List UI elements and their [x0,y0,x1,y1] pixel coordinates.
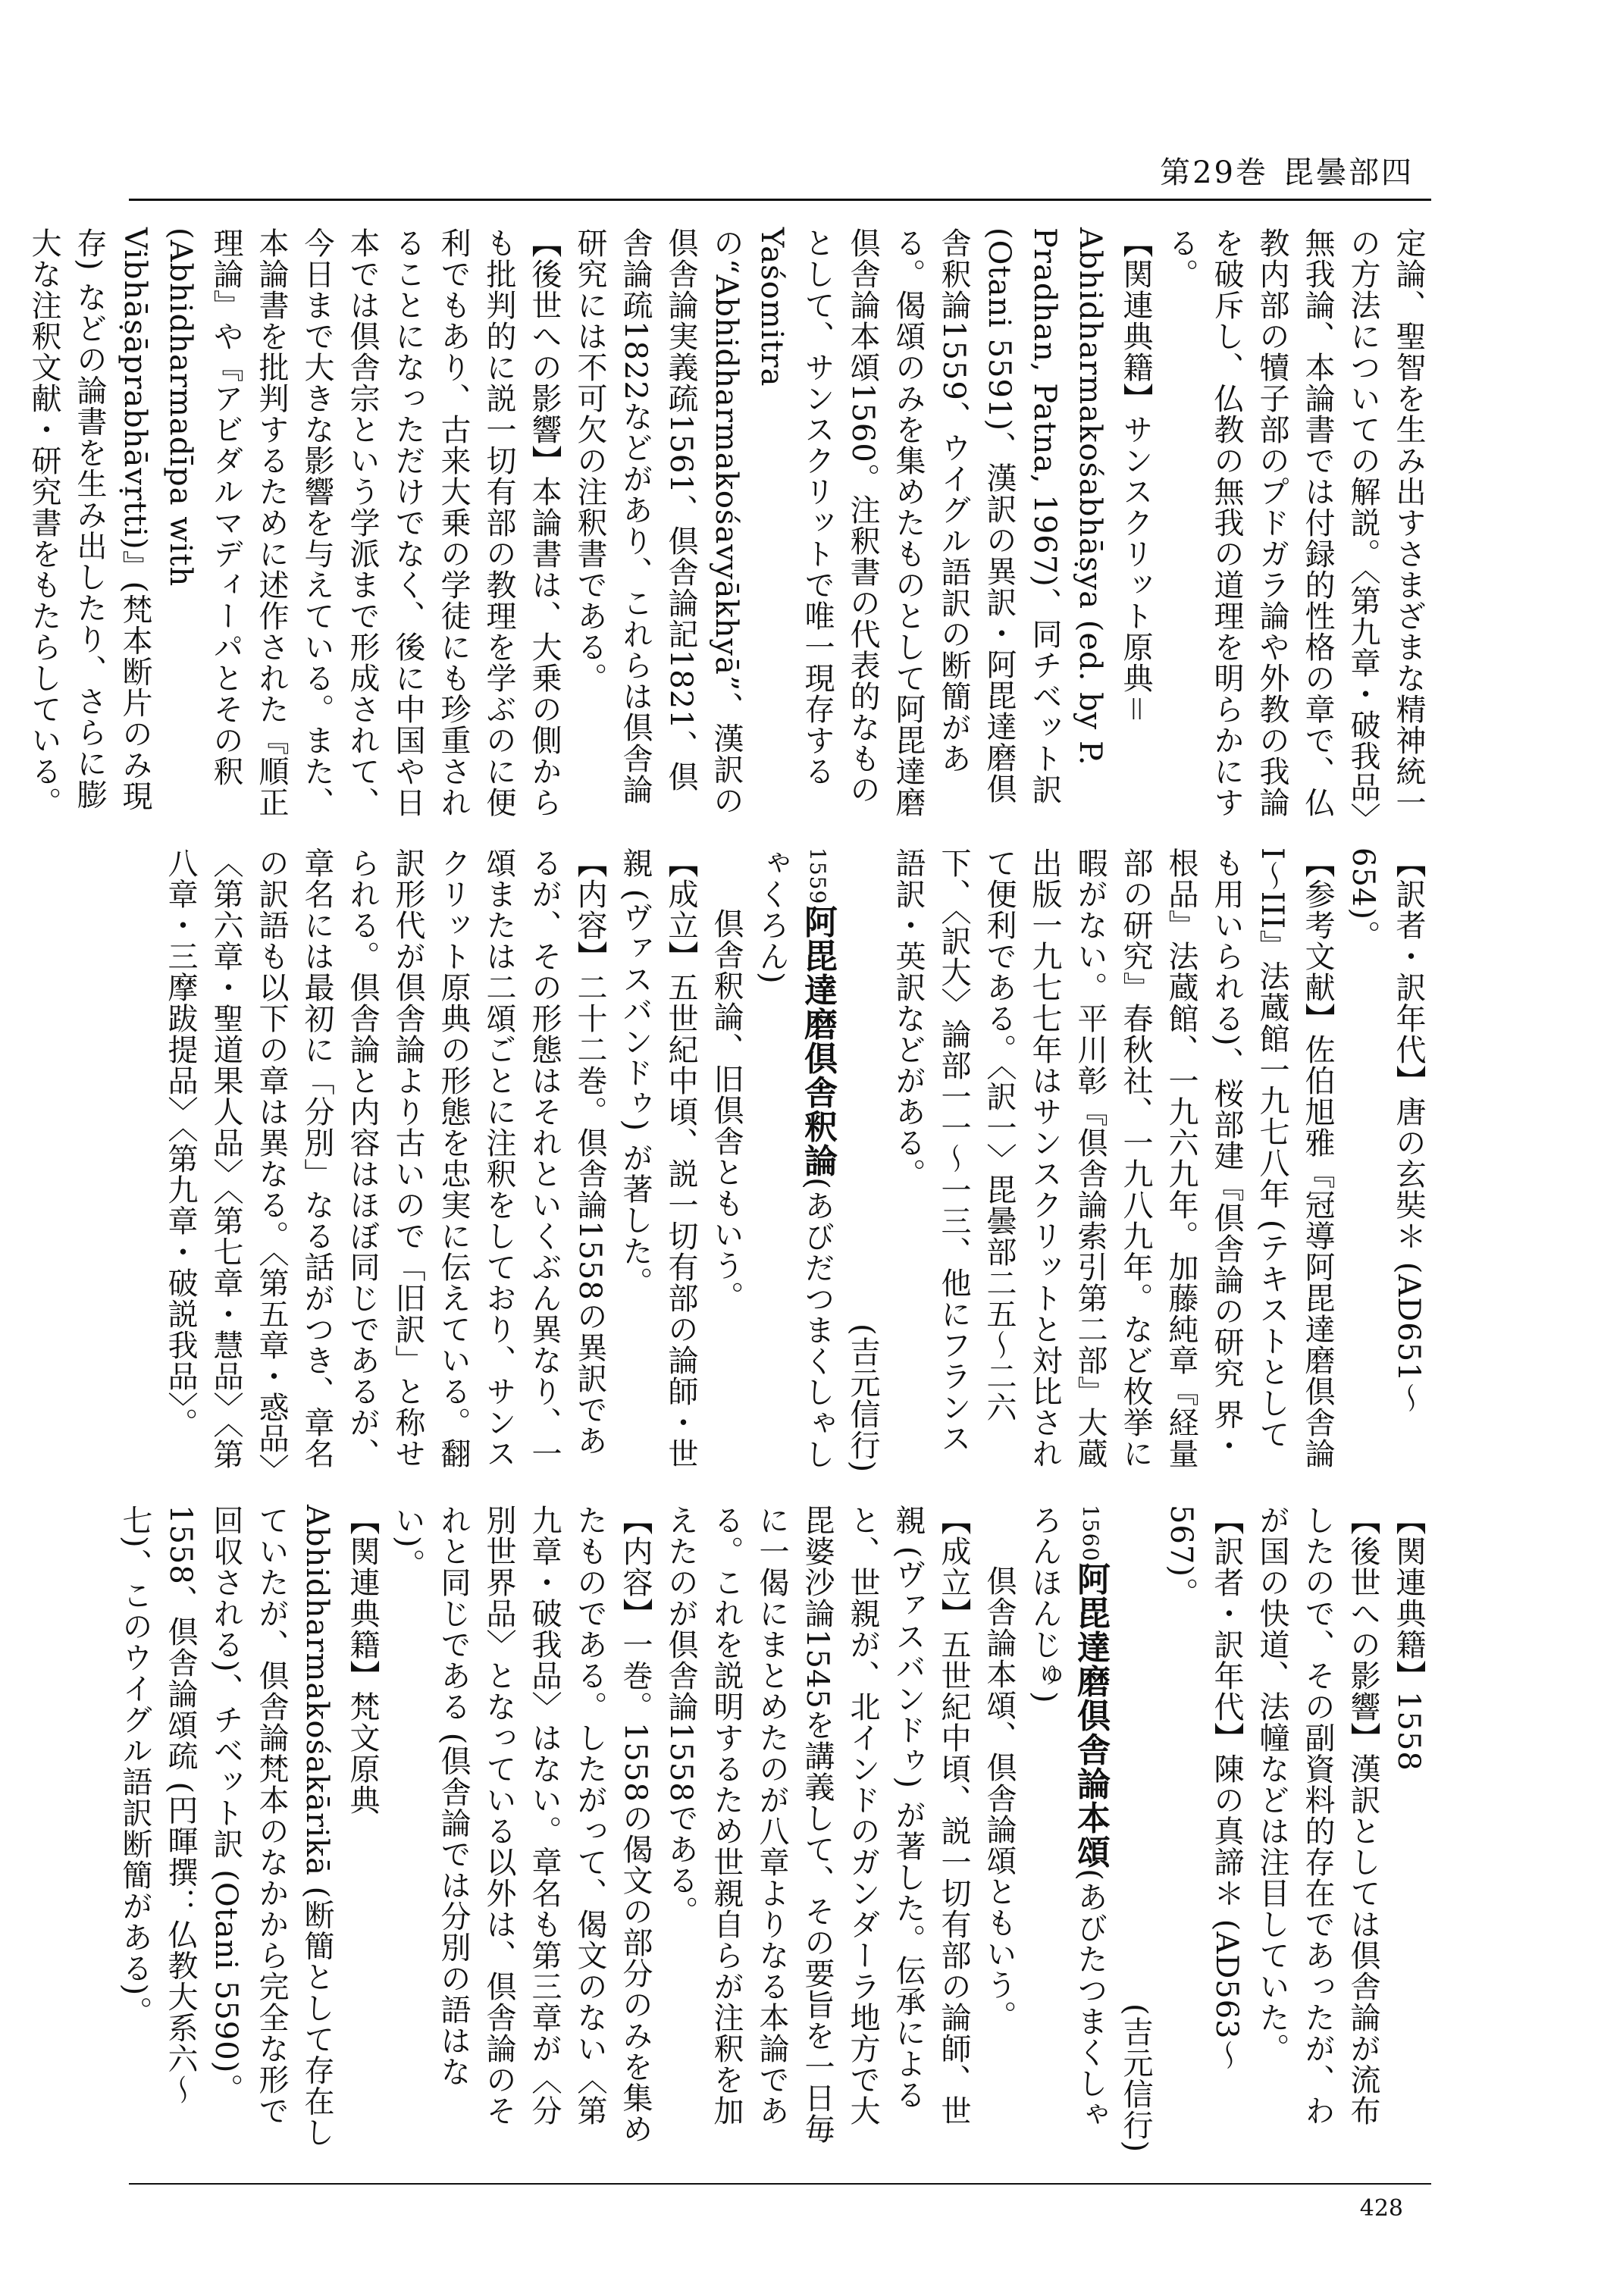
volume-label: 第29巻 [1160,155,1268,190]
tier-middle [129,847,1431,1473]
entry-number-2: 1560 [1078,1505,1103,1562]
page-number: 428 [1359,2195,1403,2222]
entry-reading: (あびだつまくしゃしゃくろん) [754,847,835,1470]
running-header [1145,149,1414,192]
paragraph-alias: 倶舎釈論、旧倶舎ともいう。 [709,908,744,1312]
paragraph-nine-chapters: 定論、聖智を生み出すさまざまな精神統一の方法についての解説。〈第九章・破我品〉無我論、本論書では付録的性格の章で、仏教内部の犢子部のプドガラ論や外教の我論を破斥し、仏教の無我の道理を明らかにする。 [1164,227,1426,819]
author-signature: (吉元信行) [845,1323,880,1473]
paragraph-related-1558: 【関連典籍】1558 [1391,1505,1426,1771]
paragraph-translator-2: 【訳者・訳年代】陳の真諦＊ (AD563〜567)。 [1164,1505,1244,2071]
entry-heading-1559 [749,847,840,1473]
tier-lower [117,1505,1431,2153]
paragraph-later-influence-2: 【後世への影響】漢訳としては倶舎論が流布したので、その副資料的存在であったが、わが国の快道、法幢などは注目していた。 [1255,1505,1380,2126]
paragraph-origin: 【成立】五世紀中頃、説一切有部の論師・世親 (ヴァスバンドゥ) が著した。 [618,847,698,1469]
paragraph-content: 【内容】二十二巻。倶舎論1558の異訳であるが、その形態はそれといくぶん異なり、一頌または二頌ごとに注釈をしており、サンスクリット原典の形態を忠実に伝えている。翻訳形代が倶舎論より古いので「旧訳」と称せられる。倶舎論と内容はほぼ同じであるが、章名には最初に「分別」なる話がつき、章名の訳語も以下の章は異なる。〈第五章・惑品〉〈第六章・聖道果人品〉〈第七章・慧品〉〈第八章・三摩跋提品〉〈第九章・破説我品〉。 [163,847,607,1470]
tier-upper [27,227,1431,819]
top-rule [129,199,1431,201]
entry-title-2: 阿毘達磨倶舎論本頌 [1071,1561,1110,1869]
paragraph-later-influence: 【後世への影響】本論書は、大乗の側からも批判的に説一切有部の教理を学ぶのに便利でもあり、古来大乗の学徒にも珍重されることになっただけでなく、後に中国や日本では倶舎宗という学派まで形成されて、今日まで大きな影響を与えている。また、本論書を批判するために述作された『順正理論』や『アビダルマディーパとその釈 (Abhidharmadīpa with Vibhāṣāprabhāvṛtti)』(梵本断片のみ現存) などの論書を生み出したり、さらに膨大な注釈文献・研究書をもたらしている。 [27,227,562,818]
entry-number: 1559 [805,847,830,905]
section-label: 毘曇部四 [1283,155,1414,190]
entry-title: 阿毘達磨倶舎釈論 [798,904,837,1178]
bottom-rule [129,2183,1431,2185]
paragraph-alias-2: 倶舎論本頌、倶舎論頌ともいう。 [982,1565,1017,2031]
paragraph-related-texts-2: 【関連典籍】梵文原典 Abhidharmakośakārikā (断簡として存在していたが、倶舎論梵本のなかから完全な形で回収される)、チベット訳 (Otani 5590)。1558、倶舎論頌疏 (円暉撰：仏教大系六〜七)、このウイグル語訳断簡がある)。 [117,1505,380,2148]
author-signature-2: (吉元信行) [1118,2003,1153,2153]
entry-reading-2: (あびたつまくしゃろんほんじゅ) [1027,1505,1108,2130]
paragraph-content-2: 【内容】一巻。1558の偈文の部分のみを集めたものである。したがって、偈文のない〈第九章・破我品〉はない。章名も第三章が〈分別世界品〉となっている以外は、倶舎論のそれと同じである (倶舎論では分別の語はない)。 [390,1505,653,2144]
paragraph-origin-2: 【成立】五世紀中頃、説一切有部の論師、世親 (ヴァスバンドゥ) が著した。伝承によると、世親が、北インドのガンダーラ地方で大毘婆沙論1545を講義して、その要旨を一日毎に一偈にまとめたのが八章よりなる本論である。これを説明するため世親自らが注釈を加えたのが倶舎論1558である。 [663,1505,971,2144]
paragraph-references: 【参考文献】佐伯旭雅『冠導阿毘達磨倶舎論 I〜III』法蔵館一九七八年 (テキストとしても用いられる)、桜部建『倶舎論の研究 界・根品』法蔵館、一九六九年。加藤純章『経量部の研究』春秋社、一九八九年。など枚挙に暇がない。平川彰『倶舎論索引第二部』大蔵出版一九七七年はサンスクリットと対比されて便利である。〈訳一〉毘曇部二五〜二六下、〈訳大〉論部一一〜一三、他にフランス語訳・英訳などがある。 [891,847,1335,1469]
paragraph-related-texts: 【関連典籍】サンスクリット原典＝Abhidharmakośabhāṣya (ed. by P. Pradhan, Patna, 1967)、同チベット訳 (Otani 5591)、漢訳の異訳・阿毘達磨倶舎釈論1559、ウイグル語訳の断簡がある。偈頌のみを集めたものとして阿毘達磨倶舎論本頌1560。注釈書の代表的なものとして、サンスクリットで唯一現存する Yaśomitra の“Abhidharmakośavyākhyā”、漢訳の倶舎論実義疏1561、倶舎論記1821、倶舎論疏1822などがあり、これらは倶舎論研究には不可欠の注釈書である。 [572,227,1153,818]
paragraph-translator: 【訳者・訳年代】唐の玄奘＊ (AD651〜654)。 [1346,847,1426,1414]
entry-heading-1560 [1022,1505,1113,2153]
